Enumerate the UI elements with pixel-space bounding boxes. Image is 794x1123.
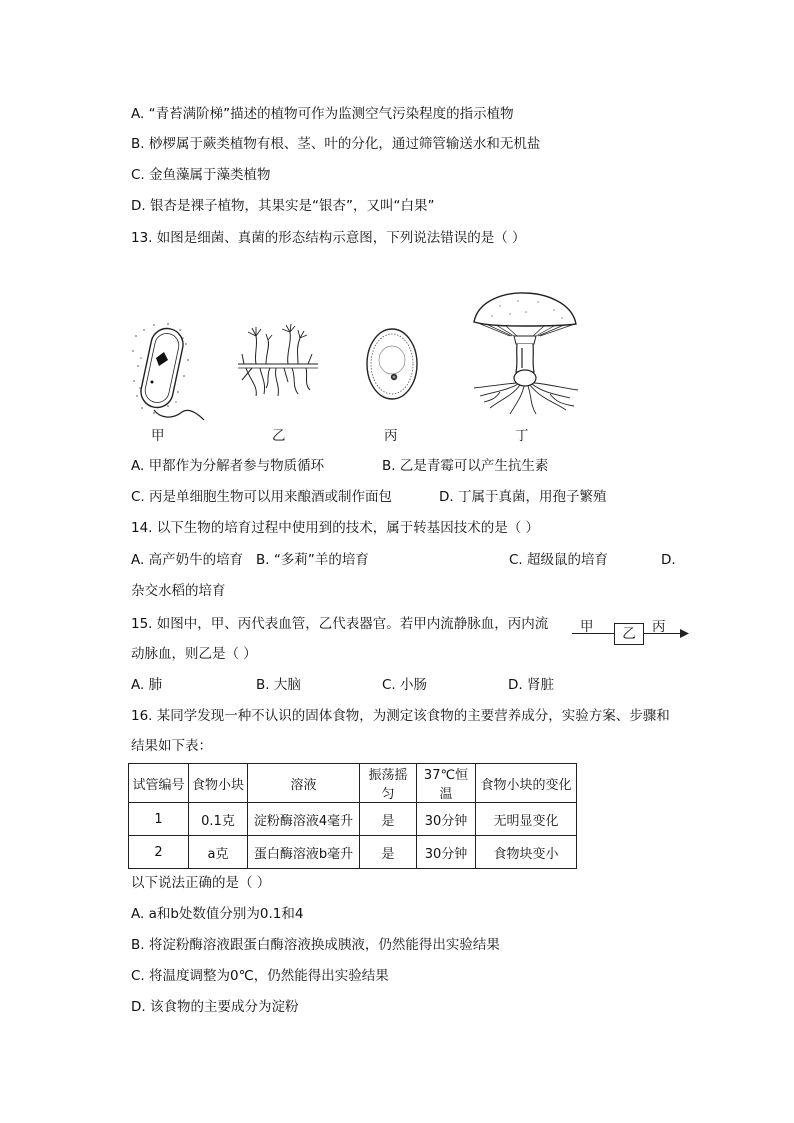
table-header: 食物小块的变化 <box>476 764 577 803</box>
q15-stem-line1: 15. 如图中，甲、丙代表血管，乙代表器官。若甲内流静脉血，丙内流 <box>131 616 549 632</box>
table-cell: 2 <box>129 836 189 869</box>
q15-organ-box <box>614 623 644 645</box>
table-header: 试管编号 <box>129 764 189 803</box>
table-cell: 30分钟 <box>417 836 476 869</box>
q13-option-d: D. 丁属于真菌，用孢子繁殖 <box>439 489 607 505</box>
q14-option-a: A. 高产奶牛的培育 <box>131 552 244 568</box>
q14-option-d-text: 杂交水稻的培育 <box>131 583 226 599</box>
q15-option-a: A. 肺 <box>131 677 163 693</box>
table-cell: 是 <box>360 803 417 836</box>
table-header: 37℃恒温 <box>417 764 476 803</box>
caption-yi: 乙 <box>272 428 286 444</box>
experiment-table <box>128 763 577 869</box>
q15-option-c: C. 小肠 <box>382 677 428 693</box>
table-cell: 是 <box>360 836 417 869</box>
q16-stem-line2: 结果如下表： <box>131 738 212 754</box>
q15-label-right: 丙 <box>652 619 666 635</box>
q12-option-a: A. “青苔满阶梯”描述的植物可作为监测空气污染程度的指示植物 <box>131 106 514 122</box>
q12-option-d: D. 银杏是裸子植物，其果实是“银杏”，又叫“白果” <box>131 198 435 214</box>
q15-diagram <box>568 614 692 648</box>
penicillium-figure <box>236 324 320 400</box>
q15-box-label: 乙 <box>622 626 636 642</box>
q12-option-c: C. 金鱼藻属于藻类植物 <box>131 167 271 183</box>
table-cell: 淀粉酶溶液4毫升 <box>248 803 360 836</box>
arrow-right-icon <box>680 629 689 638</box>
caption-jia: 甲 <box>151 428 165 444</box>
q16-option-c: C. 将温度调整为0℃，仍然能得出实验结果 <box>131 968 389 984</box>
q15-label-left: 甲 <box>580 619 594 635</box>
table-cell: 食物块变小 <box>476 836 577 869</box>
table-row <box>129 836 577 869</box>
q16-stem-line1: 16. 某同学发现一种不认识的固体食物，为测定该食物的主要营养成分，实验方案、步骤和 <box>131 708 670 724</box>
q14-stem: 14. 以下生物的培育过程中使用到的技术，属于转基因技术的是（ ） <box>131 520 540 536</box>
q13-option-c: C. 丙是单细胞生物可以用来酿酒或制作面包 <box>131 489 393 505</box>
table-cell: 30分钟 <box>417 803 476 836</box>
q15-line-left <box>572 633 614 634</box>
q13-option-b: B. 乙是青霉可以产生抗生素 <box>382 458 549 474</box>
q13-option-a: A. 甲都作为分解者参与物质循环 <box>131 458 325 474</box>
caption-ding: 丁 <box>515 428 529 444</box>
table-cell: 0.1克 <box>189 803 248 836</box>
q15-line-right <box>644 633 682 634</box>
caption-bing: 丙 <box>384 428 398 444</box>
q15-option-b: B. 大脑 <box>256 677 301 693</box>
table-header-row <box>129 764 577 803</box>
q15-stem-line2: 动脉血，则乙是（ ） <box>131 646 257 662</box>
q16-option-b: B. 将淀粉酶溶液跟蛋白酶溶液换成胰液，仍然能得出实验结果 <box>131 937 500 953</box>
table-header: 食物小块 <box>189 764 248 803</box>
mushroom-figure <box>470 292 580 416</box>
q14-option-b: B. “多莉”羊的培育 <box>256 552 369 568</box>
q15-option-d: D. 肾脏 <box>508 677 554 693</box>
table-header: 振荡摇匀 <box>360 764 417 803</box>
table-cell: 无明显变化 <box>476 803 577 836</box>
q14-option-d: D. <box>661 552 676 568</box>
table-cell: a克 <box>189 836 248 869</box>
q13-stem: 13. 如图是细菌、真菌的形态结构示意图，下列说法错误的是（ ） <box>131 230 526 246</box>
q12-option-b: B. 桫椤属于蕨类植物有根、茎、叶的分化，通过筛管输送水和无机盐 <box>131 136 541 152</box>
q16-question: 以下说法正确的是（ ） <box>131 875 271 891</box>
table-cell: 蛋白酶溶液b毫升 <box>248 836 360 869</box>
q16-option-d: D. 该食物的主要成分为淀粉 <box>131 999 299 1015</box>
q16-option-a: A. a和b处数值分别为0.1和4 <box>131 906 304 922</box>
bacterium-figure <box>128 316 208 424</box>
table-header: 溶液 <box>248 764 360 803</box>
table-row <box>129 803 577 836</box>
table-cell: 1 <box>129 803 189 836</box>
yeast-figure <box>364 326 420 402</box>
q14-option-c: C. 超级鼠的培育 <box>509 552 609 568</box>
